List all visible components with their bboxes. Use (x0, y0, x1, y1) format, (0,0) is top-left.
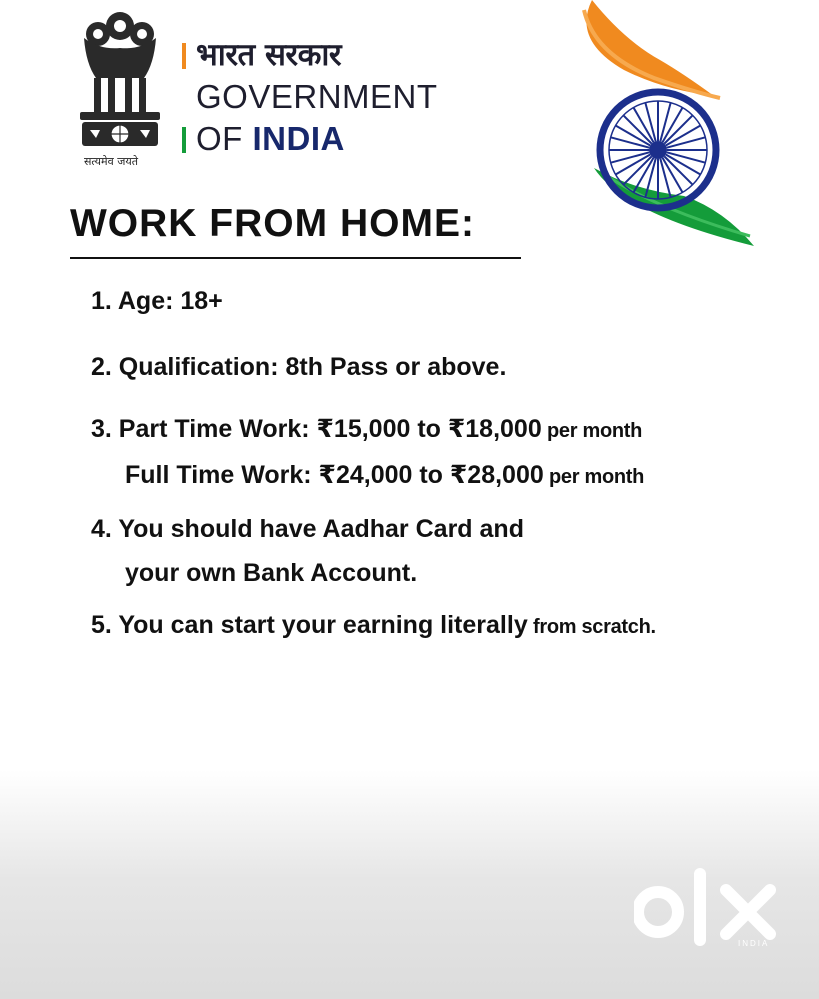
olx-sub-text: INDIA (738, 939, 770, 948)
headline-underline (70, 257, 521, 259)
chakra-spoke (664, 156, 692, 184)
chakra-spoke (664, 115, 692, 143)
earning-suffix: from scratch. (527, 616, 656, 638)
hindi-title: भारत सरकार (196, 37, 342, 73)
emblem-caption: सत्यमेव जयते (84, 155, 139, 168)
list-item-earning (91, 610, 656, 642)
headline: WORK FROM HOME: (70, 202, 475, 245)
list-item-qualification (91, 352, 656, 382)
documents-line2: your own Bank Account. (125, 559, 418, 587)
earning-text: 5. You can start your earning literally (91, 611, 528, 639)
olx-logo-icon (634, 862, 784, 972)
chakra-spoke (623, 115, 651, 143)
list-item-documents (91, 514, 656, 588)
gov-line-english (182, 76, 438, 118)
green-bar (182, 127, 186, 153)
requirements-list (91, 286, 656, 639)
full-time-text: Full Time Work: ₹24,000 to ₹28,000 (125, 461, 544, 489)
qualification-text: 2. Qualification: 8th Pass or above. (91, 353, 507, 381)
gov-line-india (182, 118, 438, 160)
national-emblem-icon (70, 4, 170, 172)
of-text: OF (196, 120, 253, 157)
age-text: 1. Age: 18+ (91, 287, 223, 315)
list-item-age (91, 286, 656, 316)
government-wordmark (182, 34, 438, 160)
part-time-suffix: per month (541, 420, 643, 442)
tricolor-chakra-icon (564, 0, 764, 250)
full-time-line (91, 460, 656, 492)
documents-line1: 4. You should have Aadhar Card and (91, 515, 524, 543)
government-text: GOVERNMENT (196, 78, 438, 115)
saffron-bar (182, 43, 186, 69)
india-text: INDIA (252, 120, 345, 157)
chakra-spoke (623, 156, 651, 184)
list-item-salary (91, 414, 656, 492)
part-time-text: 3. Part Time Work: ₹15,000 to ₹18,000 (91, 415, 542, 443)
gov-line-hindi (182, 34, 438, 76)
full-time-suffix: per month (543, 466, 645, 488)
